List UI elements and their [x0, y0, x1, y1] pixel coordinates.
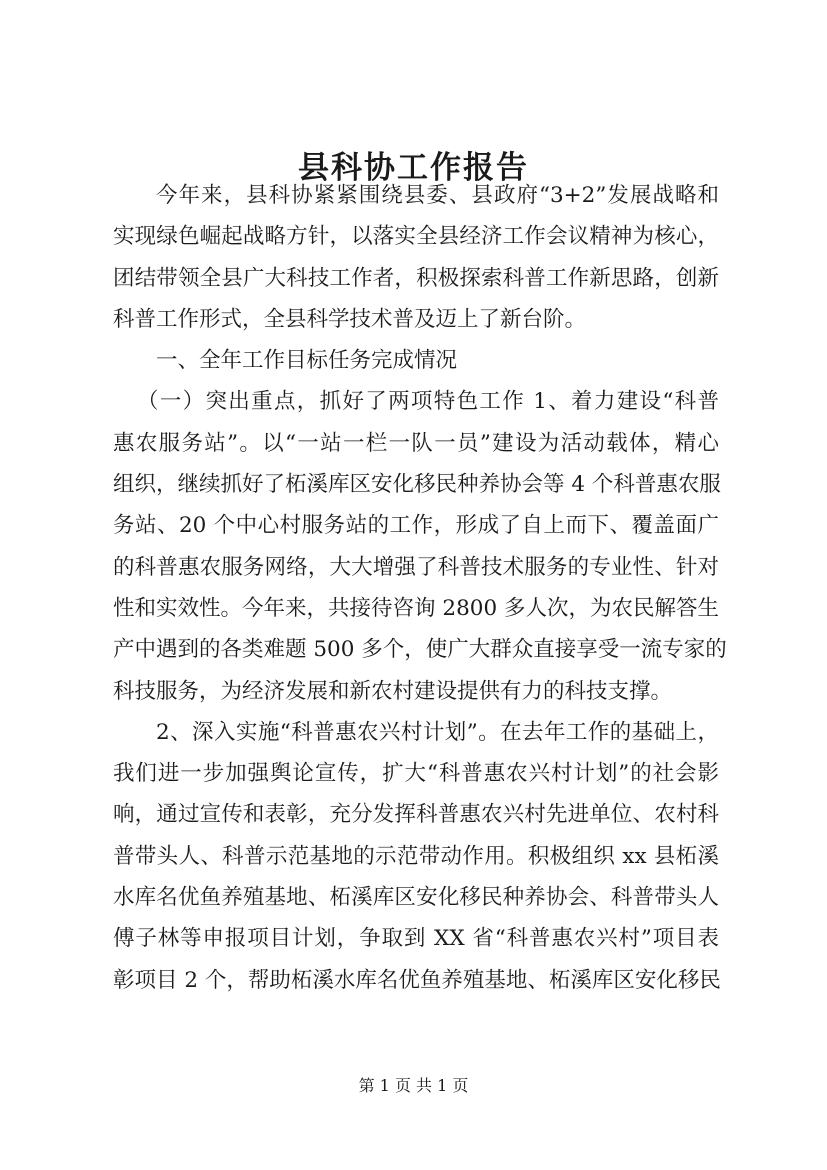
body-line: 普带头人、科普示范基地的示范带动作用。积极组织 xx 县柘溪	[113, 843, 719, 869]
document-title: 县科协工作报告	[298, 150, 529, 186]
body-line: 傅子林等申报项目计划，争取到 XX 省“科普惠农兴村”项目表	[113, 926, 719, 952]
body-line: 产中遇到的各类难题 500 多个，使广大群众直接享受一流专家的	[113, 637, 727, 663]
body-line: 今年来，县科协紧紧围绕县委、县政府“3+2”发展战略和	[156, 183, 719, 208]
body-line: 惠农服务站”。以“一站一栏一队一员”建设为活动载体，精心	[113, 430, 719, 456]
body-line: 团结带领全县广大科技工作者，积极探索科普工作新思路，创新	[113, 265, 719, 291]
body-line: 实现绿色崛起战略方针，以落实全县经济工作会议精神为核心，	[113, 224, 719, 250]
body-line: 水库名优鱼养殖基地、柘溪库区安化移民种养协会、科普带头人	[113, 885, 719, 911]
body-line: （一）突出重点，抓好了两项特色工作 1、着力建设“科普	[137, 389, 719, 415]
body-line: 2、深入实施“科普惠农兴村计划”。在去年工作的基础上，	[156, 719, 719, 745]
document-body	[113, 175, 727, 1001]
page-footer: 第 1 页 共 1 页	[358, 1076, 469, 1095]
body-line: 性和实效性。今年来，共接待咨询 2800 多人次，为农民解答生	[113, 595, 719, 621]
section-heading: 一、全年工作目标任务完成情况	[156, 348, 458, 374]
body-line: 组织，继续抓好了柘溪库区安化移民种养协会等 4 个科普惠农服	[113, 472, 721, 498]
body-line: 科普工作形式，全县科学技术普及迈上了新台阶。	[113, 306, 587, 332]
body-line: 务站、20 个中心村服务站的工作，形成了自上而下、覆盖面广	[113, 513, 719, 539]
body-line: 的科普惠农服务网络，大大增强了科普技术服务的专业性、针对	[113, 554, 719, 580]
body-line: 我们进一步加强舆论宣传，扩大“科普惠农兴村计划”的社会影	[113, 761, 719, 787]
body-line: 响，通过宣传和表彰，充分发挥科普惠农兴村先进单位、农村科	[113, 802, 719, 828]
body-line: 彰项目 2 个，帮助柘溪水库名优鱼养殖基地、柘溪库区安化移民	[113, 967, 721, 993]
body-line: 科技服务，为经济发展和新农村建设提供有力的科技支撑。	[113, 678, 673, 704]
